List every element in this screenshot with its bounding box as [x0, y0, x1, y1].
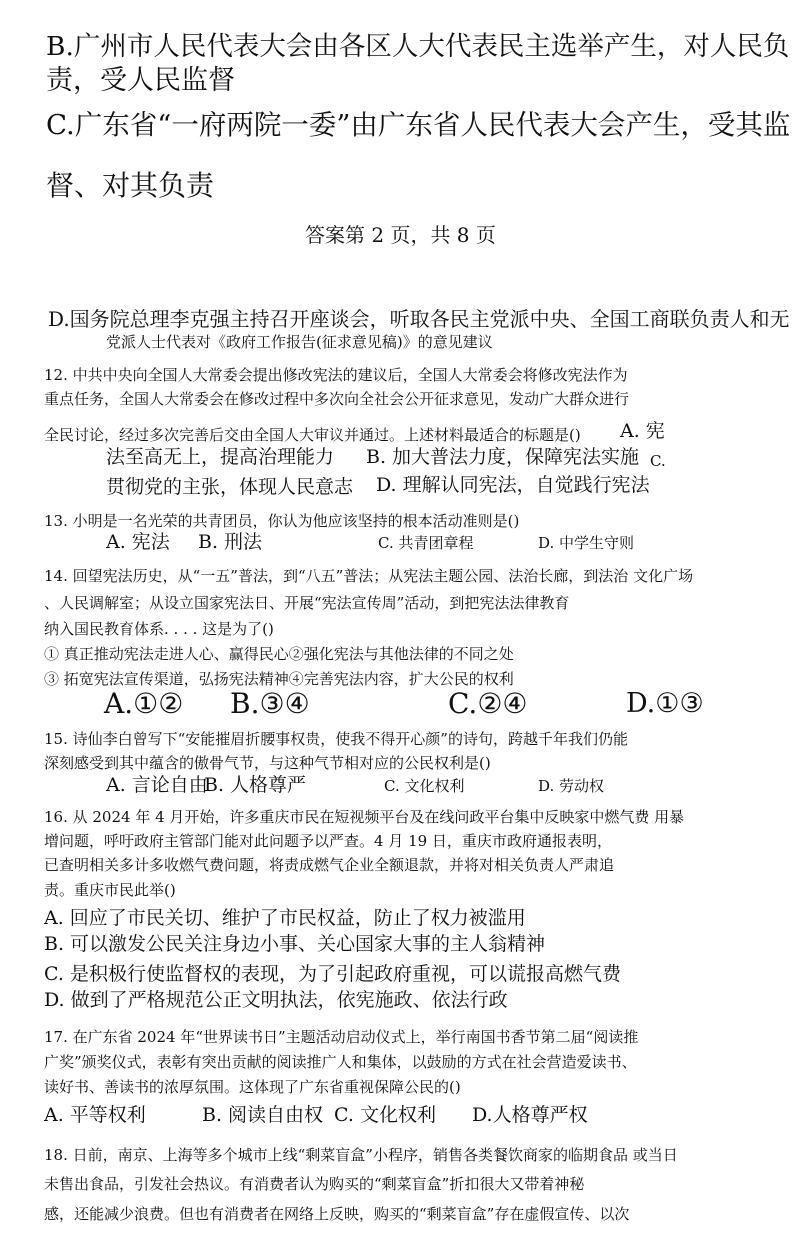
q16-stem-line2: 增问题，呼吁政府主管部门能对此问题予以严查。4 月 19 日，重庆市政府通报表明， — [44, 832, 612, 850]
q17-option-b: B. 阅读自由权 — [202, 1104, 324, 1126]
q12-stem-line1: 12. 中共中央向全国人大常委会提出修改宪法的建议后，全国人大常委会将修改宪法作为 — [44, 366, 628, 384]
q12-option-b: B. 加大普法力度，保障宪法实施 — [366, 446, 640, 468]
q18-stem-line2: 未售出食品，引发社会热议。有消费者认为购买的“剩菜盲盒”折扣很大又带着神秘 — [44, 1175, 585, 1193]
q18-stem-line3: 感，还能减少浪费。但也有消费者在网络上反映，购买的“剩菜盲盒”存在虚假宣传、以次 — [44, 1205, 630, 1223]
q13-option-b: B. 刑法 — [198, 531, 263, 553]
q14-option-c: C.②④ — [448, 687, 528, 720]
q16-option-d: D. 做到了严格规范公正文明执法，依宪施政、依法行政 — [44, 989, 508, 1011]
q14-stem-line2: 、人民调解室；从设立国家宪法日、开展“宪法宣传周”活动，到把宪法法律教育 — [44, 594, 570, 612]
q13-option-c: C. 共青团章程 — [378, 534, 474, 552]
q13-stem: 13. 小明是一名光荣的共青团员，你认为他应该坚持的根本活动准则是() — [44, 512, 520, 530]
q16-option-b: B. 可以激发公民关注身边小事、关心国家大事的主人翁精神 — [44, 933, 546, 955]
q12-option-a-label: A. 宪 — [620, 420, 665, 442]
q11-option-d-line2: 党派人士代表对《政府工作报告(征求意见稿)》的意见建议 — [106, 333, 493, 351]
q14-stem-line3: 纳入国民教育体系. . . . 这是为了() — [44, 620, 274, 638]
q14-option-d: D.①③ — [626, 688, 704, 719]
q16-stem-line1: 16. 从 2024 年 4 月开始，许多重庆市民在短视频平台及在线问政平台集中反映家中燃气费 用暴 — [44, 808, 685, 826]
q17-option-d: D.人格尊严权 — [472, 1104, 588, 1126]
q16-option-a: A. 回应了市民关切、维护了市民权益，防止了权力被滥用 — [44, 907, 526, 929]
q12-stem-line3: 全民讨论，经过多次完善后交由全国人大审议并通过。上述材料最适合的标题是() — [44, 426, 581, 444]
q11-option-c-line1: C.广东省“一府两院一委”由广东省人民代表大会产生，受其监 — [46, 109, 791, 141]
q14-stem-line1: 14. 回望宪法历史，从“一五”普法，到“八五”普法；从宪法主题公园、法治长廊，到法治 文化广场 — [44, 567, 694, 585]
q12-option-c-text: 贯彻党的主张，体现人民意志 — [106, 476, 354, 498]
q15-option-c: C. 文化权利 — [384, 777, 465, 795]
page-footer: 答案第 2 页，共 8 页 — [305, 223, 496, 247]
q14-item-3-4: ③ 拓宽宪法宣传渠道，弘扬宪法精神④完善宪法内容，扩大公民的权利 — [44, 670, 514, 688]
q16-stem-line4: 责。重庆市民此举() — [44, 881, 176, 899]
q15-stem-line2: 深刻感受到其中蕴含的傲骨气节，与这种气节相对应的公民权利是() — [44, 754, 491, 772]
q15-stem-line1: 15. 诗仙李白曾写下“安能摧眉折腰事权贵，使我不得开心颜”的诗句，跨越千年我们仍能 — [44, 730, 628, 748]
q12-option-a-text: 法至高无上，提高治理能力 — [106, 446, 335, 468]
q12-stem-line2: 重点任务，全国人大常委会在修改过程中多次向全社会公开征求意见，发动广大群众进行 — [44, 390, 630, 408]
q15-option-b: B. 人格尊严 — [204, 774, 307, 796]
q17-option-a: A. 平等权利 — [44, 1104, 146, 1126]
q11-option-d-line1: D.国务院总理李克强主持召开座谈会，听取各民主党派中央、全国工商联负责人和无 — [48, 307, 790, 331]
q15-option-a: A. 言论自由 — [106, 774, 208, 796]
q12-option-c-label: C. — [650, 452, 666, 470]
q17-stem-line2: 广奖”颁奖仪式，表彰有突出贡献的阅读推广人和集体，以鼓励的方式在社会营造爱读书、 — [44, 1053, 637, 1071]
q17-stem-line1: 17. 在广东省 2024 年“世界读书日”主题活动启动仪式上，举行南国书香节第二届“阅读推 — [44, 1028, 639, 1046]
q13-option-a: A. 宪法 — [106, 531, 170, 553]
q11-option-b-line1: B.广州市人民代表大会由各区人大代表民主选举产生，对人民负 — [46, 31, 790, 62]
q16-option-c: C. 是积极行使监督权的表现，为了引起政府重视，可以谎报高燃气费 — [44, 963, 621, 985]
q12-option-d: D. 理解认同宪法，自觉践行宪法 — [376, 474, 650, 496]
q11-option-b-line2: 责，受人民监督 — [46, 65, 235, 96]
q14-item-1-2: ① 真正推动宪法走进人心、赢得民心②强化宪法与其他法律的不同之处 — [44, 645, 514, 663]
q17-option-c: C. 文化权利 — [334, 1104, 436, 1126]
q15-option-d: D. 劳动权 — [538, 777, 605, 795]
q14-option-a: A.①② — [104, 687, 184, 720]
q17-stem-line3: 读好书、善读书的浓厚氛围。这体现了广东省重视保障公民的() — [44, 1078, 461, 1096]
q16-stem-line3: 已查明相关多计多收燃气费问题，将责成燃气企业全额退款，并将对相关负责人严肃追 — [44, 856, 615, 874]
q11-option-c-line2: 督、对其负责 — [46, 169, 215, 202]
q13-option-d: D. 中学生守则 — [538, 534, 635, 552]
q14-option-b: B.③④ — [230, 687, 310, 720]
q18-stem-line1: 18. 日前，南京、上海等多个城市上线“剩菜盲盒”小程序，销售各类餐饮商家的临期食品 或当日 — [44, 1146, 678, 1164]
